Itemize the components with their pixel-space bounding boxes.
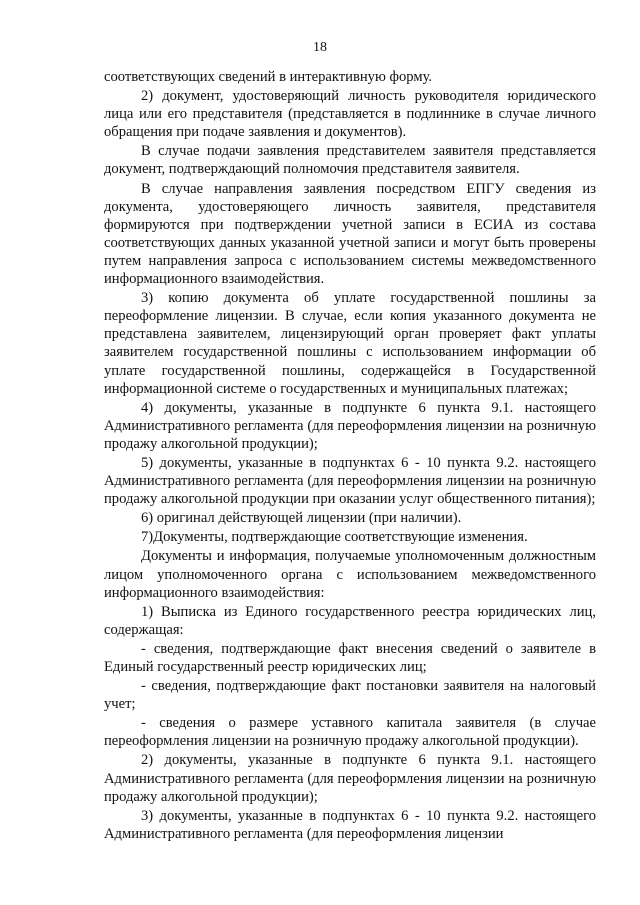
paragraph: В случае направления заявления посредством ЕПГУ сведения из документа, удостоверяющего личность заявителя, представителя формируются при подтверждении учетной записи в ЕСИА из состава соответствующих данных указанной учетной записи и могут быть проверены путем направления запроса с использованием системы межведомственного информационного взаимодействия. bbox=[104, 180, 596, 288]
paragraph: соответствующих сведений в интерактивную форму. bbox=[104, 69, 433, 85]
paragraph: 4) документы, указанные в подпункте 6 пункта 9.1. настоящего Административного регламента (для переоформления лицензии на розничную продажу алкогольной продукции); bbox=[104, 399, 596, 452]
paragraph: 1) Выписка из Единого государственного реестра юридических лиц, содержащая: bbox=[104, 603, 596, 638]
paragraph: 3) документы, указанные в подпунктах 6 - 10 пункта 9.2. настоящего Административного регламента (для переоформления лицензии bbox=[104, 807, 596, 842]
paragraph: 3) копию документа об уплате государственной пошлины за переоформление лицензии. В случае, если копия указанного документа не представлена заявителем, лицензирующий орган проверяет факт уплаты заявителем государственной пошлины с использованием информации об уплате государственной пошлины, содержащейся в Государственной информационной системе о государственных и муниципальных платежах; bbox=[104, 290, 596, 397]
list-item: - сведения, подтверждающие факт внесения сведений о заявителе в Единый государственный реестр юридических лиц; bbox=[104, 640, 596, 675]
paragraph: 2) документ, удостоверяющий личность руководителя юридического лица или его представителя (представляется в подлиннике в случае личного обращения при подаче заявления и документов). bbox=[104, 88, 596, 141]
paragraph: 5) документы, указанные в подпунктах 6 - 10 пункта 9.2. настоящего Административного регламента (для переоформления лицензии на розничную продажу алкогольной продукции при оказании услуг общественного питания); bbox=[104, 454, 596, 508]
paragraph: 7)Документы, подтверждающие соответствующие изменения. bbox=[141, 529, 528, 546]
paragraph: Документы и информация, получаемые уполномоченным должностным лицом уполномоченного органа с использованием межведомственного информационного взаимодействия: bbox=[104, 548, 596, 601]
list-item: - сведения, подтверждающие факт постановки заявителя на налоговый учет; bbox=[104, 678, 596, 713]
document-body bbox=[104, 68, 596, 844]
page-number: 18 bbox=[313, 40, 327, 55]
list-item: - сведения о размере уставного капитала заявителя (в случае переоформления лицензии на розничную продажу алкогольной продукции). bbox=[104, 715, 596, 750]
paragraph: 2) документы, указанные в подпункте 6 пункта 9.1. настоящего Административного регламента (для переоформления лицензии на розничную продажу алкогольной продукции); bbox=[104, 752, 596, 805]
paragraph: 6) оригинал действующей лицензии (при наличии). bbox=[141, 510, 462, 527]
paragraph: В случае подачи заявления представителем заявителя представляется документ, подтверждающий полномочия представителя заявителя. bbox=[104, 143, 596, 178]
